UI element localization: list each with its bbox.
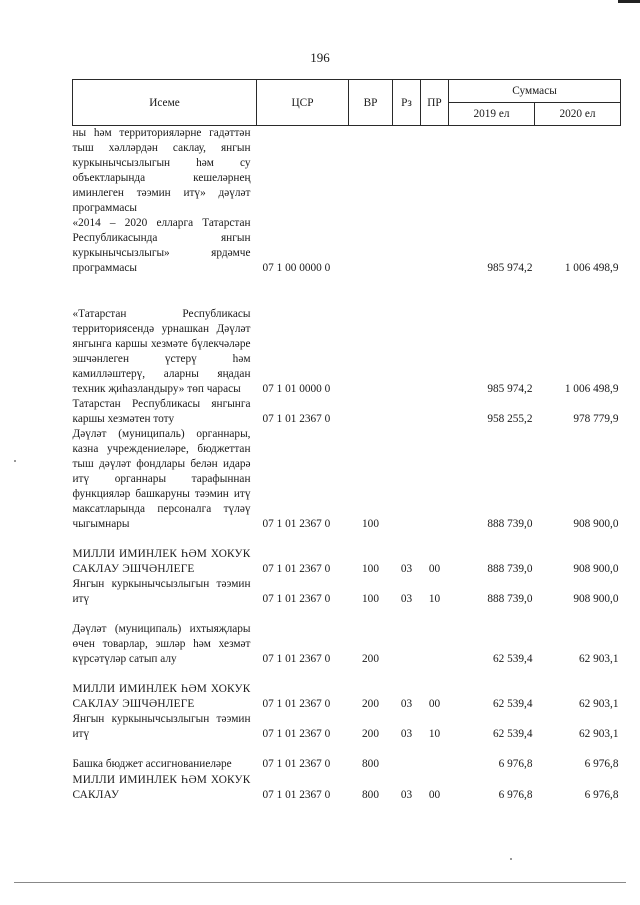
row-pr [421, 276, 449, 397]
row-sum-2019: 62 539,4 [492, 728, 533, 740]
bottom-rule [14, 882, 626, 883]
table-row [73, 276, 621, 397]
table-row [73, 772, 621, 803]
row-sum-2019: 958 255,2 [487, 413, 533, 425]
row-sum-2019: 985 974,2 [487, 262, 533, 274]
row-csr: 07 1 01 2367 0 [262, 698, 331, 710]
row-vr [349, 276, 393, 397]
row-name: Башка бюджет ассигнованиеләре [72, 758, 232, 770]
row-sum-2019 [449, 126, 535, 217]
row-vr [349, 126, 393, 217]
row-sum-2020: 1 006 498,9 [564, 383, 619, 395]
row-rz [393, 276, 421, 397]
row-pr [421, 397, 449, 427]
table-body [73, 126, 621, 804]
corner-mark [618, 0, 640, 3]
row-vr: 800 [362, 789, 379, 801]
row-csr: 07 1 01 2367 0 [262, 518, 331, 530]
row-csr: 07 1 01 0000 0 [262, 383, 331, 395]
row-name: МИЛЛИ ИМИНЛЕК ҺӘМ ХОКУК САКЛАУ ЭШЧӘНЛЕГЕ [72, 683, 251, 710]
table-row [73, 712, 621, 742]
row-sum-2020: 1 006 498,9 [564, 262, 619, 274]
page-number: 196 [310, 50, 330, 65]
scan-speck [14, 460, 16, 462]
row-vr [349, 397, 393, 427]
row-csr: 07 1 01 2367 0 [262, 653, 331, 665]
row-vr: 100 [362, 518, 379, 530]
header-2019: 2019 ел [449, 103, 535, 126]
row-csr [257, 126, 349, 217]
row-sum-2019: 62 539,4 [492, 698, 533, 710]
row-sum-2020 [535, 126, 621, 217]
row-rz [393, 397, 421, 427]
row-rz: 03 [400, 563, 413, 575]
row-rz: 03 [400, 698, 413, 710]
scan-speck [510, 858, 512, 860]
row-sum-2020: 908 900,0 [573, 593, 619, 605]
row-pr [421, 216, 449, 276]
row-sum-2020: 6 976,8 [584, 789, 619, 801]
row-rz [393, 126, 421, 217]
row-pr: 00 [428, 563, 441, 575]
row-pr: 00 [428, 789, 441, 801]
row-pr [421, 607, 449, 667]
row-sum-2020: 908 900,0 [573, 563, 619, 575]
row-vr: 800 [362, 758, 379, 770]
budget-table [72, 79, 621, 803]
row-rz [393, 607, 421, 667]
row-csr: 07 1 01 2367 0 [262, 728, 331, 740]
header-rz: Рз [393, 80, 421, 126]
row-sum-2020: 978 779,9 [573, 413, 619, 425]
row-vr: 200 [362, 698, 379, 710]
row-pr [421, 427, 449, 532]
row-sum-2020: 62 903,1 [578, 728, 619, 740]
row-rz [393, 216, 421, 276]
header-vr: ВР [349, 80, 393, 126]
header-csr: ЦСР [257, 80, 349, 126]
row-csr: 07 1 01 2367 0 [262, 789, 331, 801]
row-sum-2020: 62 903,1 [578, 698, 619, 710]
row-sum-2019: 62 539,4 [492, 653, 533, 665]
row-pr [421, 126, 449, 217]
row-csr: 07 1 01 2367 0 [262, 413, 331, 425]
header-name: Исеме [73, 80, 257, 126]
row-sum-2020: 908 900,0 [573, 518, 619, 530]
header-2020: 2020 ел [535, 103, 621, 126]
row-pr: 10 [428, 728, 441, 740]
row-rz: 03 [400, 728, 413, 740]
table-row [73, 126, 621, 217]
row-sum-2019: 985 974,2 [487, 383, 533, 395]
row-name: Янгын куркынычсызлыгын тәэмин итү [72, 713, 251, 740]
table-row [73, 397, 621, 427]
row-sum-2020: 6 976,8 [584, 758, 619, 770]
row-sum-2019: 888 739,0 [487, 593, 533, 605]
table-row [73, 742, 621, 772]
row-sum-2019: 6 976,8 [498, 758, 533, 770]
row-rz: 03 [400, 789, 413, 801]
header-pr: ПР [421, 80, 449, 126]
header-sums: Суммасы [449, 80, 621, 103]
table-row [73, 427, 621, 532]
row-name: Дәүләт (муниципаль) органнары, казна учреждениеләре, бюджеттан тыш дәүләт фондлары белән идарә итү органнары тарафыннан функцияләр башкаруны тәэмин итү максатларында персоналга түләү чыгымнары [72, 428, 251, 530]
table-header [73, 80, 621, 126]
row-csr: 07 1 01 2367 0 [262, 593, 331, 605]
row-rz [393, 427, 421, 532]
row-rz: 03 [400, 593, 413, 605]
row-vr [349, 216, 393, 276]
row-rz [393, 742, 421, 772]
row-name: Татарстан Республикасы янгынга каршы хезмәтен тоту [72, 398, 251, 425]
row-name: «2014 – 2020 елларга Татарстан Республикасында янгын куркынычсызлыгы» ярдәмче программасы [72, 217, 251, 274]
row-name: МИЛЛИ ИМИНЛЕК ҺӘМ ХОКУК САКЛАУ [72, 774, 251, 801]
table-row [73, 532, 621, 577]
row-name: ны һәм территорияләрне гадәттән тыш хәлләрдән саклау, янгын куркынычсызлыгын һәм су объектларында кешеләрнең иминлеген тәэмин итү» дәүләт программасы [72, 127, 251, 214]
row-name: «Татарстан Республикасы территориясендә урнашкан Дәүләт янгынга каршы хезмәте бүлекчәләре эшчәнлеген үстерү һәм камилләштерү, аларны яңадан техник җиһазландыру» төп чарасы [72, 308, 251, 395]
row-sum-2020: 62 903,1 [578, 653, 619, 665]
row-csr: 07 1 01 2367 0 [262, 563, 331, 575]
row-vr: 100 [362, 563, 379, 575]
row-pr: 00 [428, 698, 441, 710]
row-vr: 200 [362, 653, 379, 665]
row-name: Дәүләт (муниципаль) ихтыяҗлары өчен товарлар, эшләр һәм хезмәт күрсәтүләр сатып алу [72, 623, 251, 665]
row-pr [421, 742, 449, 772]
row-sum-2019: 6 976,8 [498, 789, 533, 801]
row-pr: 10 [428, 593, 441, 605]
table-row [73, 216, 621, 276]
row-vr: 100 [362, 593, 379, 605]
row-csr: 07 1 01 2367 0 [262, 758, 331, 770]
row-vr: 200 [362, 728, 379, 740]
row-sum-2019: 888 739,0 [487, 563, 533, 575]
row-name: МИЛЛИ ИМИНЛЕК ҺӘМ ХОКУК САКЛАУ ЭШЧӘНЛЕГЕ [72, 548, 251, 575]
row-sum-2019: 888 739,0 [487, 518, 533, 530]
row-name: Янгын куркынычсызлыгын тәэмин итү [72, 578, 251, 605]
row-csr: 07 1 00 0000 0 [262, 262, 331, 274]
table-row [73, 607, 621, 667]
table-row [73, 667, 621, 712]
table-row [73, 577, 621, 607]
